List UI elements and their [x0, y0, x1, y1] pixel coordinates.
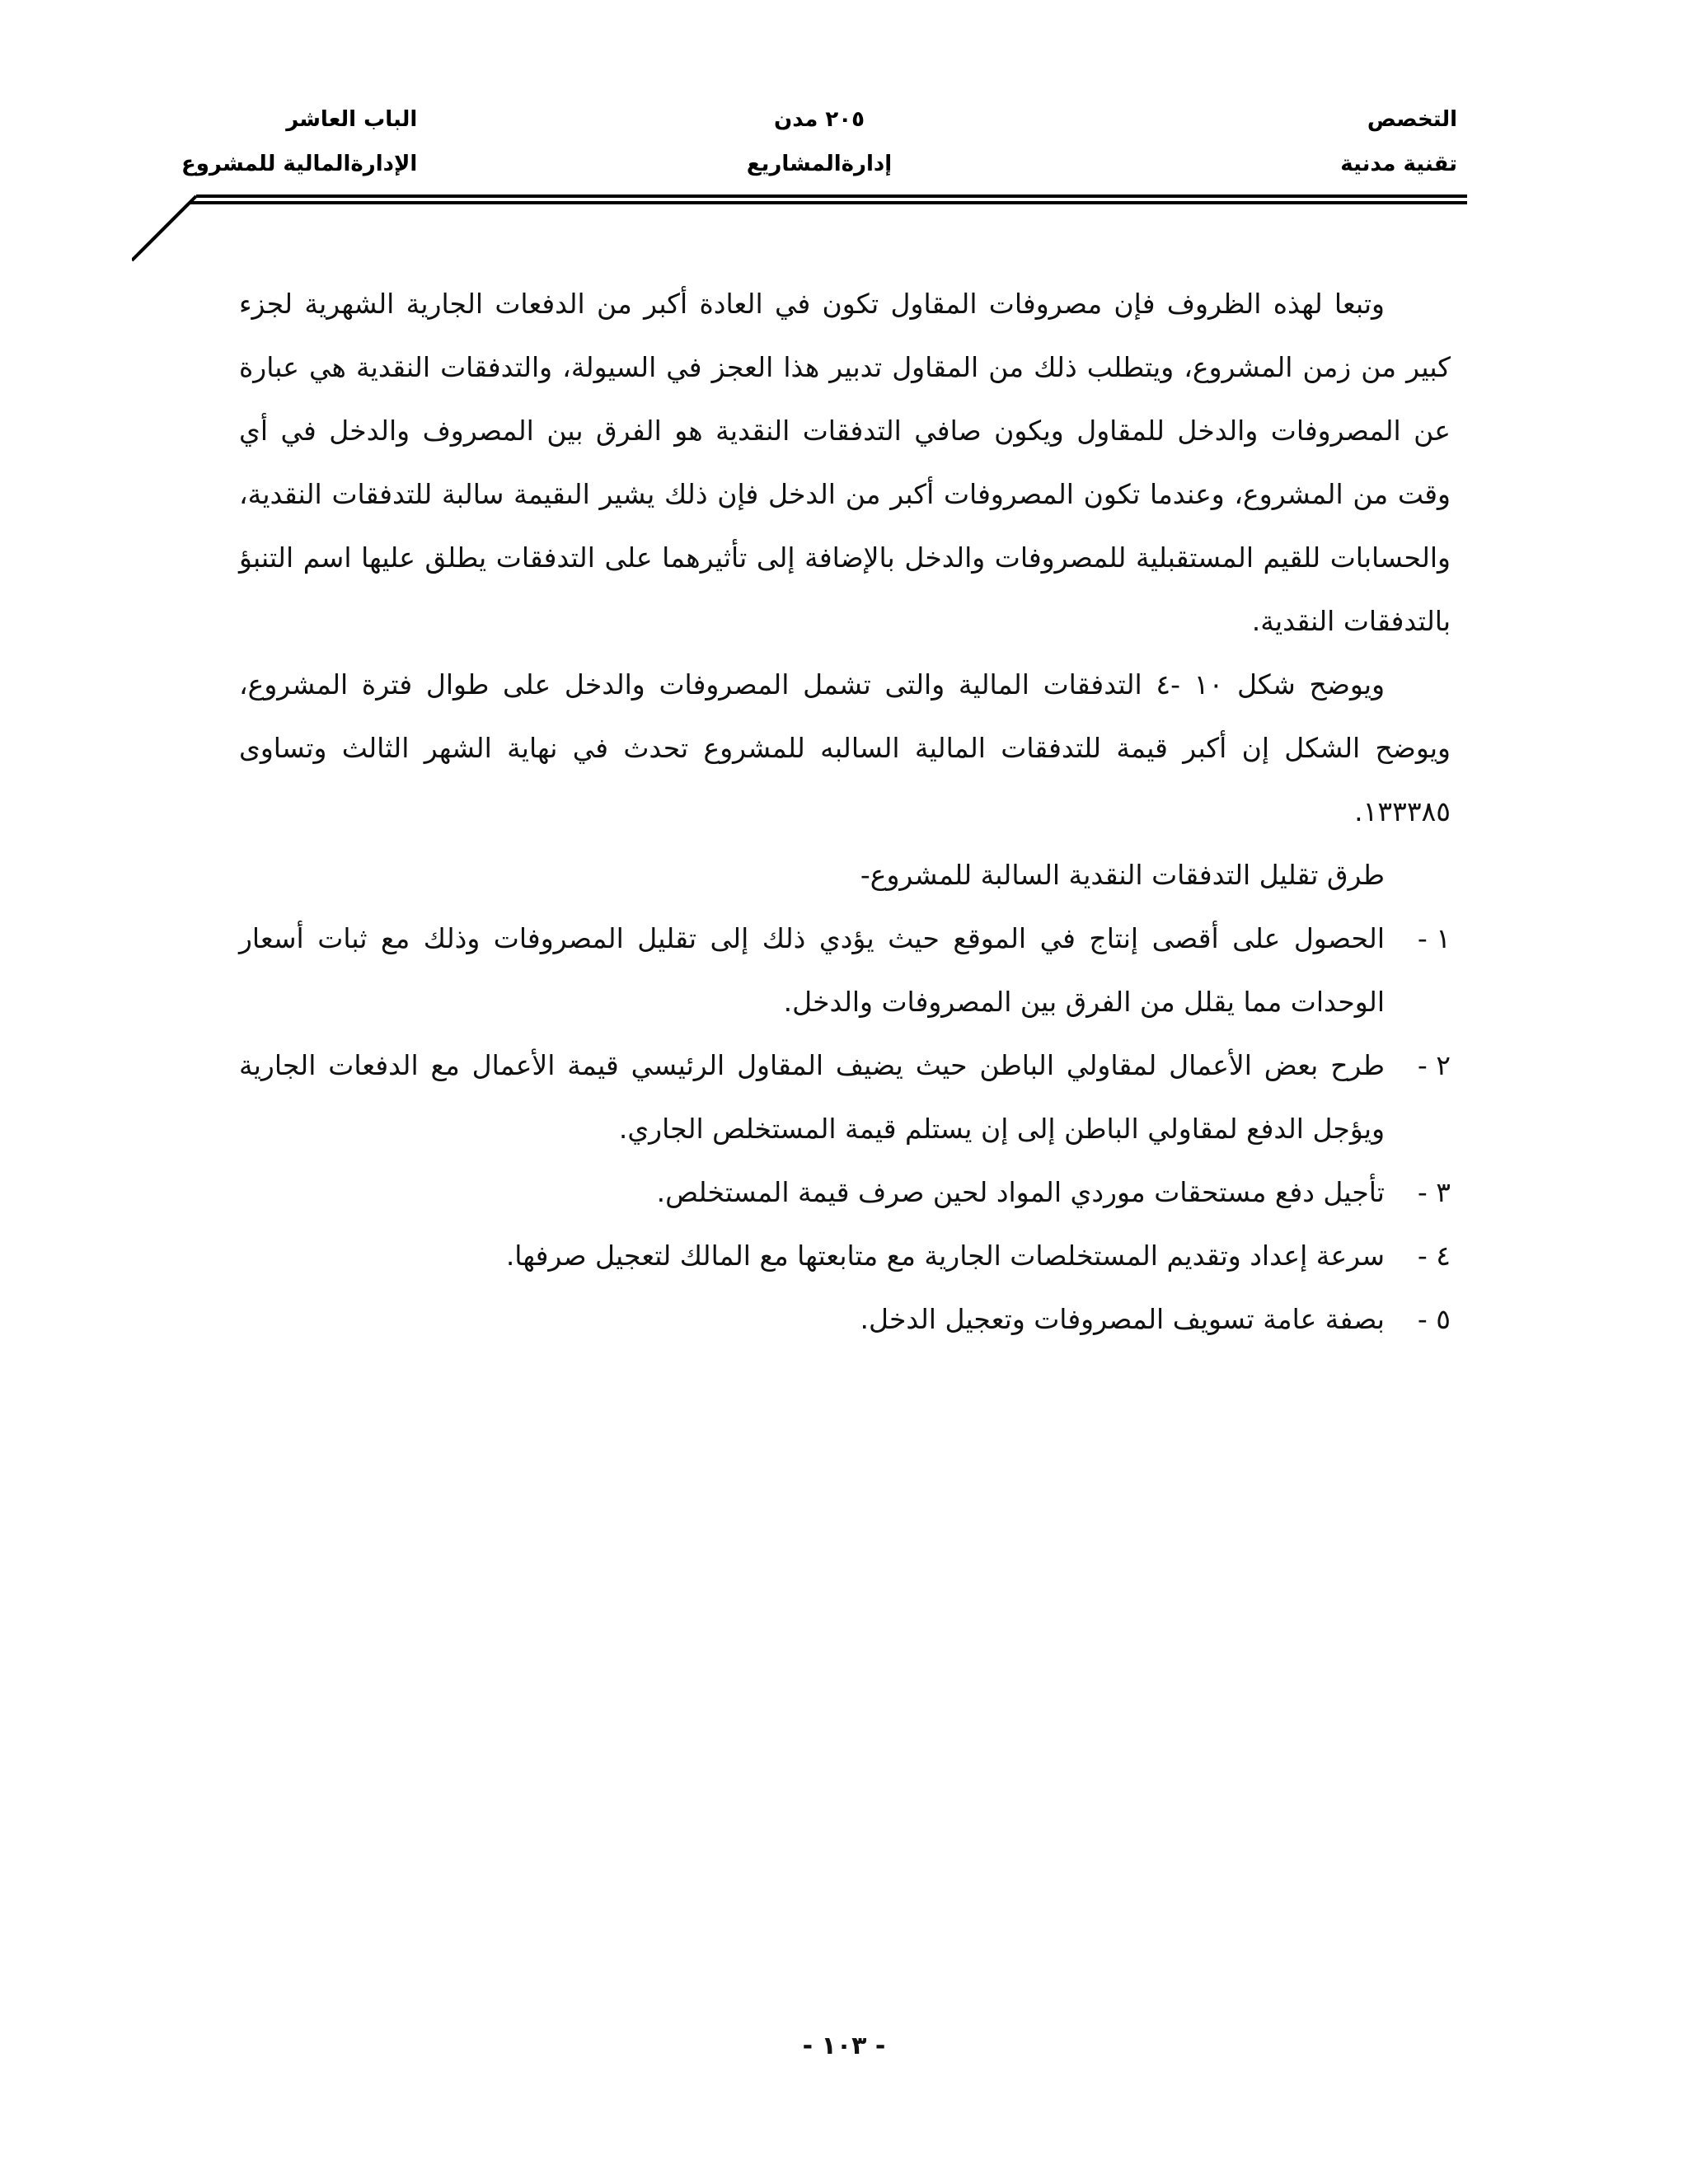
header-course-code: ٢٠٥ مدن	[774, 107, 865, 132]
page-body	[239, 272, 1451, 1351]
list-item-number: ١ -	[1417, 922, 1451, 954]
list-item-text: طرح بعض الأعمال لمقاولي الباطن حيث يضيف المقاول الرئيسي قيمة الأعمال مع الدفعات الجارية ويؤجل الدفع لمقاولي الباطن إلى إن يستلم قيمة المستخلص الجاري.	[239, 1049, 1385, 1145]
list-item-number: ٤ -	[1417, 1240, 1451, 1272]
list-item	[239, 1224, 1451, 1287]
list-item-number: ٣ -	[1417, 1176, 1451, 1208]
list-item-text: سرعة إعداد وتقديم المستخلصات الجارية مع متابعتها مع المالك لتعجيل صرفها.	[505, 1240, 1385, 1272]
page-number: - ١٠٣ -	[802, 2032, 886, 2060]
page-header	[181, 97, 1457, 188]
list-item-text: الحصول على أقصى إنتاج في الموقع حيث يؤدي ذلك إلى تقليل المصروفات وذلك مع ثبات أسعار الوحدات مما يقلل من الفرق بين المصروفات والدخل.	[239, 922, 1385, 1018]
header-specialization-value: تقنية مدنية	[1340, 152, 1457, 176]
list-item	[239, 1160, 1451, 1224]
header-course-name: إدارةالمشاريع	[746, 152, 893, 176]
list-item-text: بصفة عامة تسويف المصروفات وتعجيل الدخل.	[860, 1303, 1385, 1335]
list-item	[239, 1287, 1451, 1351]
list-item	[239, 1033, 1451, 1160]
section-title: طرق تقليل التدفقات النقدية السالبة للمشروع-	[860, 859, 1385, 891]
list-item-number: ٥ -	[1417, 1303, 1451, 1335]
methods-list	[239, 907, 1451, 1351]
list-item	[239, 907, 1451, 1033]
header-specialization-label: التخصص	[1367, 107, 1457, 132]
paragraph-figure-reference: ويوضح شكل ١٠ -٤ التدفقات المالية والتى تشمل المصروفات والدخل على طوال فترة المشروع، ويوضح الشكل إن أكبر قيمة للتدفقات المالية السالبه للمشروع تحدث في نهاية الشهر الثالث وتساوى ١٣٣٣٨٥.	[239, 668, 1451, 827]
list-item-number: ٢ -	[1417, 1049, 1451, 1081]
header-chapter	[181, 97, 417, 186]
header-divider	[132, 188, 1467, 270]
paragraph-cash-flow-definition: وتبعا لهذه الظروف فإن مصروفات المقاول تكون في العادة أكبر من الدفعات الجارية الشهرية لجزء كبير من زمن المشروع، ويتطلب ذلك من المقاول تدبير هذا العجز في السيولة، والتدفقات النقدية هي عبارة عن المصروفات والدخل للمقاول ويكون صافي التدفقات النقدية هو الفرق بين المصروف والدخل في أي وقت من المشروع، وعندما تكون المصروفات أكبر من الدخل فإن ذلك يشير الىقيمة سالبة للتدفقات النقدية، والحسابات للقيم المستقبلية للمصروفات والدخل بالإضافة إلى تأثيرهما على التدفقات يطلق عليها اسم التنبؤ بالتدفقات النقدية.	[239, 288, 1451, 637]
header-chapter-title: الإدارةالمالية للمشروع	[181, 152, 418, 176]
list-item-text: تأجيل دفع مستحقات موردي المواد لحين صرف قيمة المستخلص.	[656, 1176, 1385, 1208]
header-chapter-number: الباب العاشر	[286, 107, 418, 132]
